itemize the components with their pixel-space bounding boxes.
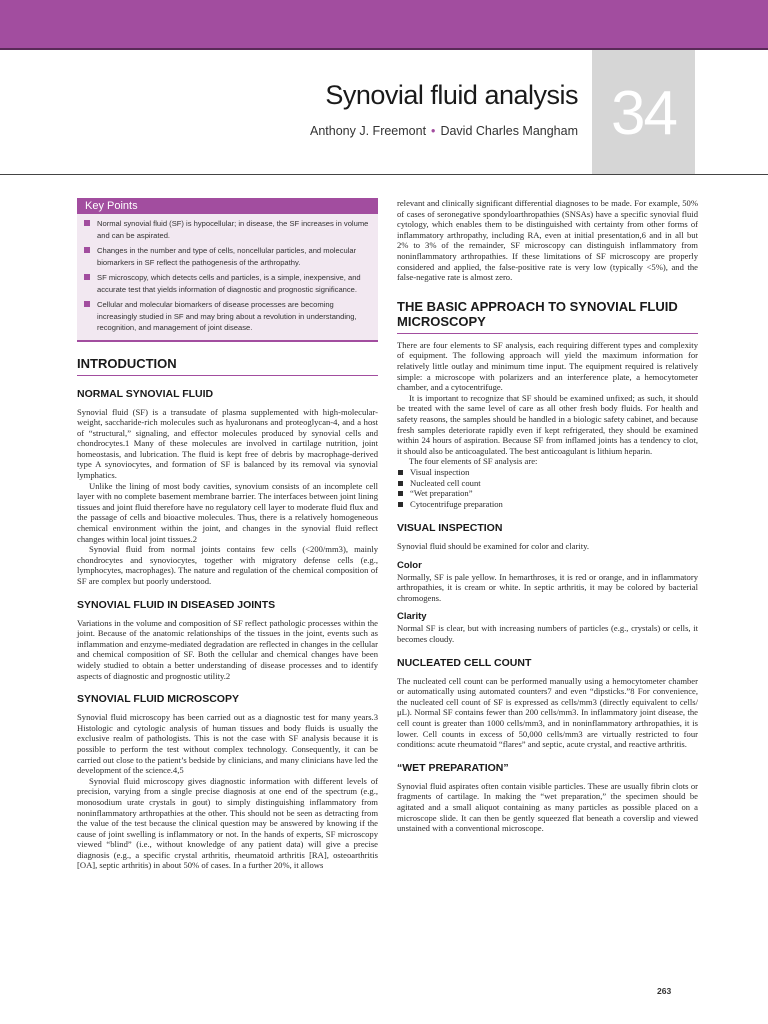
paragraph: Synovial fluid microscopy gives diagnostic information with different levels of precision, varying from a single precise diagnosis at one end of the spectrum (e.g., monosodium urate crystals in gout) to simply distinguishing inflammatory from noninflammatory arthropathies at the other. This should not be seen as detracting from the value of the test because the clinical question may be answered by knowing if the cause of joint swelling is inflammatory or not. In the hands of experts, SF microscopy viewed “blind” (i.e., without knowledge of any patient data) will give a precise diagnosis (e.g., a specific crystal arthritis, rheumatoid arthritis [RA], osteoarthritis [OA], septic arthritis) in about 50% of cases. In a further 20%, it allows (77, 775, 378, 871)
paragraph: The four elements of SF analysis are: (409, 456, 538, 467)
paragraph: Variations in the volume and composition of SF reflect pathologic processes within the joint. Because of the anatomic relationships of the tissues in the joint, events such as inflammation and enzyme-mediated degradation are reflected in changes in the cellular and chemical composition of SF. Both the cellular and chemical changes have been widely studied to obtain a better understanding of disease processes and to identify aspects of diagnostic and prognostic utility.2 (77, 617, 378, 681)
left-column (77, 198, 378, 871)
paragraph: There are four elements to SF analysis, each requiring different types and complexity of equipment. The following approach will yield the maximum information for relatively little outlay and minimum time input. The equipment required is relatively simple: a microscope with polarizers and an interference plate, a hemocytometer chamber, and a cytocentrifuge. (397, 339, 698, 393)
introduction-heading: INTRODUCTION (77, 356, 378, 376)
normal-fluid-heading: NORMAL SYNOVIAL FLUID (77, 387, 214, 400)
square-bullet-icon (84, 274, 90, 280)
author-2: David Charles Mangham (440, 124, 578, 138)
key-point: Cellular and molecular biomarkers of disease processes are becoming increasingly studied in SF and may bring about a revolution in understanding, recognition, and management of joint disease. (77, 299, 378, 334)
diseased-joints-heading: SYNOVIAL FLUID IN DISEASED JOINTS (77, 598, 276, 611)
right-column (397, 198, 698, 834)
list-item: Cytocentrifuge preparation (397, 499, 698, 510)
list-item: “Wet preparation” (397, 488, 698, 499)
square-bullet-icon (84, 301, 90, 307)
square-bullet-icon (84, 247, 90, 253)
author-separator: • (431, 124, 436, 138)
page-number: 263 (657, 986, 672, 996)
paragraph: Normally, SF is pale yellow. In hemarthroses, it is red or orange, and in inflammatory arthropathies, it is cream or white. In septic arthritis, it may be colored by bacterial chromogens. (397, 571, 698, 603)
header-color-bar (0, 0, 768, 50)
author-1: Anthony J. Freemont (310, 124, 427, 138)
paragraph: relevant and clinically significant differential diagnoses to be made. For example, 50% of cases of seronegative spondyloarthropathies (SNSAs) have a specific synovial fluid cytology, which enables them to be distinguished with certainty from other forms of inflammatory arthropathy, including RA, even at initial presentation,6 and in all but 2% to 3% of the remainder, SF microscopy can distinguish inflammatory from noninflammatory arthropathies. If these limitations of SF microscopy are properly considered and applied, the false-positive rate is very low (typically <5%), and the false-negative rate is almost zero. (397, 198, 698, 283)
color-heading: Color (397, 559, 422, 571)
paragraph: Synovial fluid microscopy has been carried out as a diagnostic test for many years.3 Histologic and cytologic analysis of human tissues and body fluids is usually the exclusive realm of pathologists. This is not the case with SF analysis because it is possible to perform the test without complex technology. Consequently, it can be carried out close to the patient’s bedside by clinicians, and many clinicians have led the development of the science.4,5 (77, 712, 378, 776)
visual-inspection-heading: VISUAL INSPECTION (397, 522, 503, 535)
chapter-title: Synovial fluid analysis (325, 80, 578, 110)
key-point: Normal synovial fluid (SF) is hypocellular; in disease, the SF increases in volume and can be aspirated. (77, 218, 378, 241)
paragraph: The nucleated cell count can be performed manually using a hemocytometer chamber or automatically using automated counters7 and even “dipsticks.”8 For convenience, the nucleated cell count of SF is expressed as cells/mm3 (directly equivalent to cells/μL). Normal SF contains fewer than 200 cells/mm3. In inflammatory joint disease, the cell count is greater than 1000 cells/mm3, and in noninflammatory arthropathies, it is lower. Cell counts in excess of 50,000 cells/mm3 are virtually restricted to four conditions: acute rheumatoid “flares” and septic, acute crystal, and reactive arthritis. (397, 675, 698, 750)
paragraph: Synovial fluid (SF) is a transudate of plasma supplemented with high-molecular-weight, saccharide-rich molecules such as hyaluronans and proteoglycan-4, and a host of “structural,” signaling, and effector molecules produced by synovial cells and chondrocytes.1 Many of these molecules are involved in cartilage nutrition, joint homeostasis, and lubrication. The fluid is kept free of debris by macrophage-derived type A synoviocytes, and formation of SF is balanced by its removal via synovial lymphatics. (77, 406, 378, 481)
paragraph: It is important to recognize that SF should be examined unfixed; as such, it should be treated with the same level of care as all other fresh body fluids. For health and safety reasons, the samples should be handled in a biologic safety cabinet, and because fresh samples deteriorate rapidly even if kept refrigerated, they should be examined within 24 hours of aspiration. Because SF from inflamed joints has a tendency to clot, it should also be anticoagulated. The best anticoagulant is lithium heparin. (397, 392, 698, 456)
paragraph: Synovial fluid from normal joints contains few cells (<200/mm3), mainly chondrocytes and synoviocytes, together with migratory defense cells (e.g., lymphocytes, macrophages). The nature and regulation of the chemical composition of SF are complex but poorly understood. (77, 544, 378, 586)
authors-line (310, 124, 578, 138)
paragraph: Normal SF is clear, but with increasing numbers of particles (e.g., crystals) or cells, it becomes cloudy. (397, 623, 698, 645)
cell-count-heading: NUCLEATED CELL COUNT (397, 656, 532, 669)
clarity-heading: Clarity (397, 611, 427, 623)
key-point: Changes in the number and type of cells, noncellular particles, and molecular biomarkers in SF reflect the pathogenesis of the arthropathy. (77, 245, 378, 268)
basic-approach-heading: THE BASIC APPROACH TO SYNOVIAL FLUID MICROSCOPY (397, 299, 698, 334)
elements-list (397, 467, 698, 510)
paragraph: Unlike the lining of most body cavities, synovium consists of an incomplete cell layer with no complete basement membrane barrier. The interfaces between joint lining tissues and joint fluid therefore have no regulatory cell layer to moderate fluid flux and the passage of cells and bioactive molecules. Thus, there is a relatively homogeneous chemical environment within the joint, and changes in the synovial fluid reflect changes within local joint tissues.2 (77, 480, 378, 544)
chapter-number: 34 (611, 79, 676, 148)
square-bullet-icon (84, 220, 90, 226)
paragraph: Synovial fluid should be examined for color and clarity. (397, 541, 590, 552)
key-points-box (77, 198, 378, 342)
paragraph: Synovial fluid aspirates often contain visible particles. These are usually fibrin clots or fragments of cartilage. In making the “wet preparation,” the specimen should be agitated and a small aliquot containing as many particles as possible placed on a microscope slide. It can then be gently squeezed flat beneath a coverslip and viewed unstained with a conventional microscope. (397, 780, 698, 834)
list-item: Nucleated cell count (397, 478, 698, 489)
chapter-number-box (592, 50, 695, 175)
header-rule (0, 174, 768, 175)
microscopy-heading: SYNOVIAL FLUID MICROSCOPY (77, 693, 239, 706)
key-point: SF microscopy, which detects cells and particles, is a simple, inexpensive, and accurate test that yields information of diagnostic and prognostic significance. (77, 272, 378, 295)
key-points-heading: Key Points (77, 198, 378, 214)
wet-preparation-heading: “WET PREPARATION” (397, 761, 509, 774)
list-item: Visual inspection (397, 467, 698, 478)
